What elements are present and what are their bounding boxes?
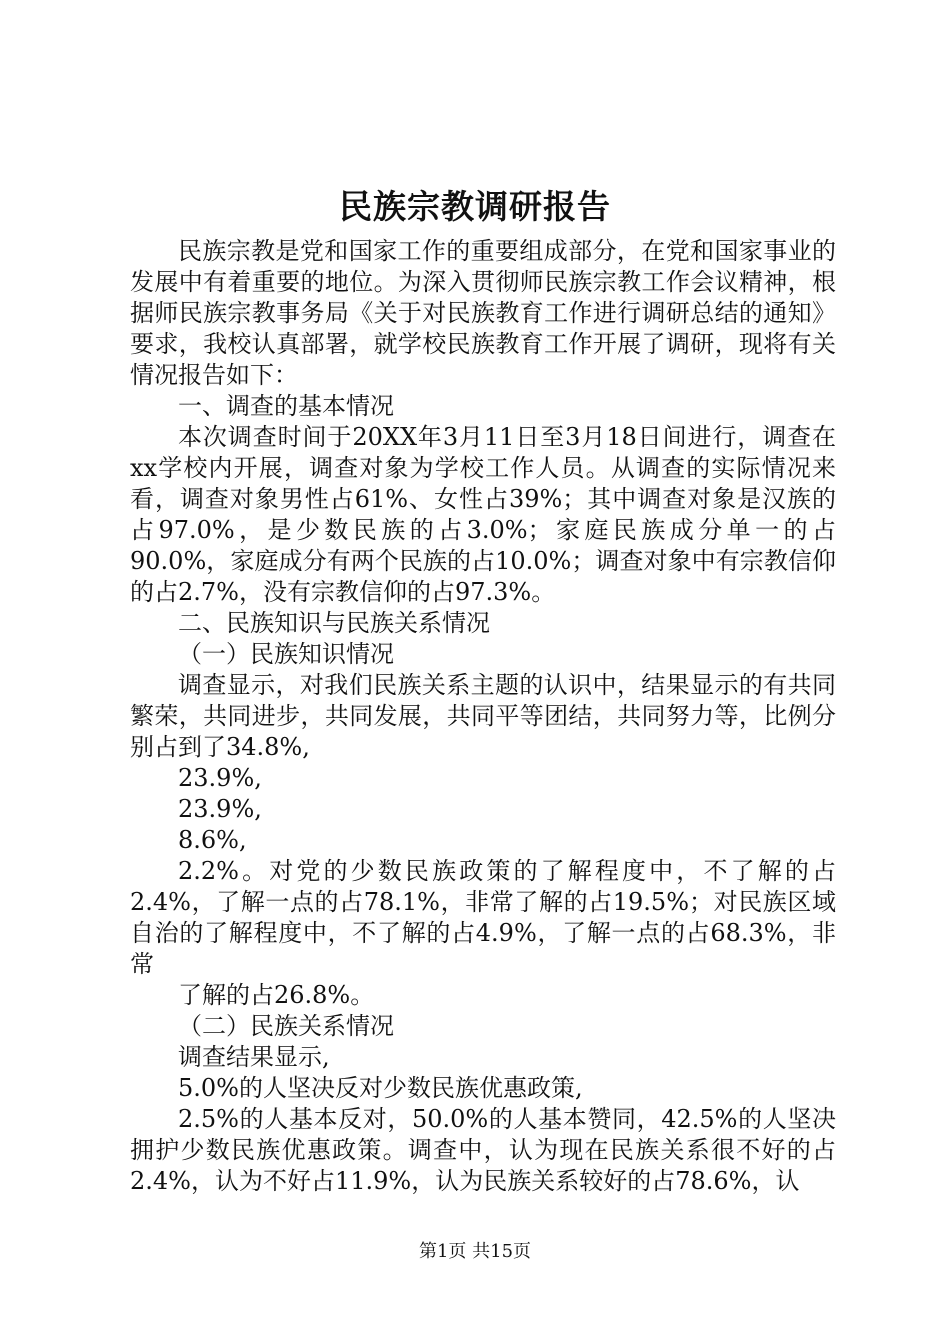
paragraph-knowledge: 调查显示，对我们民族关系主题的认识中，结果显示的有共同繁荣，共同进步，共同发展，共同平等团结，共同努力等，比例分别占到了34.8%, <box>130 671 836 761</box>
paragraph-intro: 民族宗教是党和国家工作的重要组成部分，在党和国家事业的发展中有着重要的地位。为深入贯彻师民族宗教工作会议精神，根据师民族宗教事务局《关于对民族教育工作进行调研总结的通知》要求，我校认真部署，就学校民族教育工作开展了调研，现将有关情况报告如下： <box>130 237 836 389</box>
paragraph-basic-info: 本次调查时间于20XX年3月11日至3月18日间进行，调查在xx学校内开展，调查对象为学校工作人员。从调查的实际情况来看，调查对象男性占61%、女性占39%；其中调查对象是汉族的占97.0%，是少数民族的占3.0%；家庭民族成分单一的占90.0%，家庭成分有两个民族的占10.0%；调查对象中有宗教信仰的占2.7%，没有宗教信仰的占97.3%。 <box>130 423 836 606</box>
percentage-line: 23.9%, <box>178 764 262 792</box>
document-title: 民族宗教调研报告 <box>339 187 611 226</box>
subsection-heading-1: （一）民族知识情况 <box>178 640 394 668</box>
section-heading-2: 二、民族知识与民族关系情况 <box>178 609 490 637</box>
paragraph-policy-understanding: 2.2%。对党的少数民族政策的了解程度中，不了解的占2.4%，了解一点的占78.1%，非常了解的占19.5%；对民族区域自治的了解程度中，不了解的占4.9%，了解一点的占68.3%，非常 <box>130 857 836 978</box>
percentage-line: 23.9%, <box>178 795 262 823</box>
percentage-line: 8.6%, <box>178 826 247 854</box>
paragraph-results-line: 5.0%的人坚决反对少数民族优惠政策, <box>178 1074 583 1102</box>
subsection-heading-2: （二）民族关系情况 <box>178 1012 394 1040</box>
section-heading-1: 一、调查的基本情况 <box>178 392 394 420</box>
document-body <box>130 236 836 1197</box>
page-number-footer: 第1页 共15页 <box>418 1241 532 1262</box>
paragraph-relations: 2.5%的人基本反对，50.0%的人基本赞同，42.5%的人坚决拥护少数民族优惠政策。调查中，认为现在民族关系很不好的占2.4%，认为不好占11.9%，认为民族关系较好的占78.6%，认 <box>130 1105 836 1195</box>
paragraph-results-intro: 调查结果显示, <box>178 1043 330 1071</box>
paragraph-continuation: 了解的占26.8%。 <box>178 981 375 1009</box>
